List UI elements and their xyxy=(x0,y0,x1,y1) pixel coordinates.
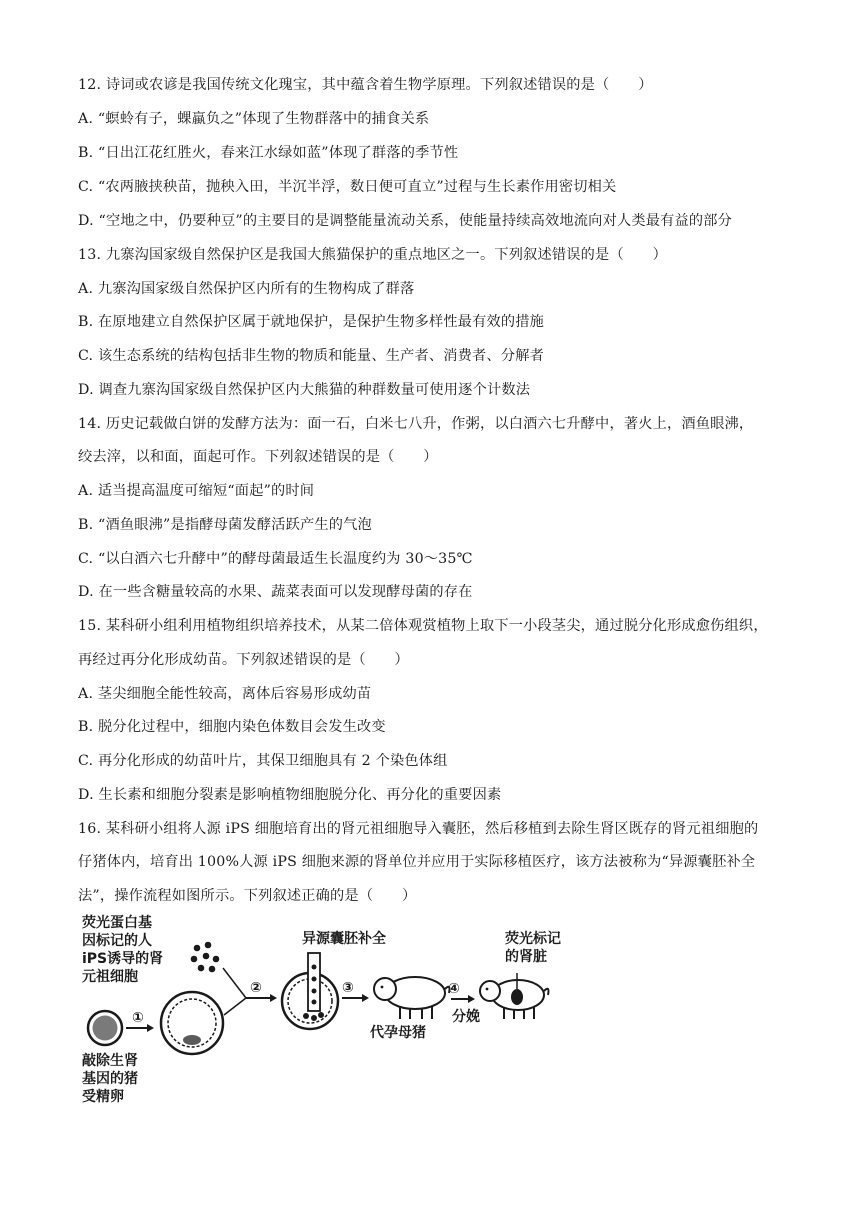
label-complement: 异源囊胚补全 xyxy=(302,931,386,947)
q15-stem-line1: 15. 某科研小组利用植物组织培养技术，从某二倍体观赏植物上取下一小段茎尖，通过脱分化形成愈伤组织， xyxy=(78,618,768,634)
q14-option-c: C. “以白酒六七升酵中”的酵母菌最适生长温度约为 30～35℃ xyxy=(78,551,473,567)
q16-stem-line3: 法”，操作流程如图所示。下列叙述正确的是（ ） xyxy=(78,888,417,904)
step-3-label: ③ xyxy=(342,980,354,996)
label-ips-line1: 荧光蛋白基 xyxy=(82,915,152,931)
q14-option-b: B. “酒鱼眼沸”是指酵母菌发酵活跃产生的气泡 xyxy=(78,517,372,533)
label-egg-line1: 敲除生肾 xyxy=(82,1053,138,1069)
q16-stem-line1: 16. 某科研小组将人源 iPS 细胞培育出的肾元祖细胞导入囊胚，然后移植到去除生肾区既存的肾元祖细胞的 xyxy=(78,821,759,837)
q13-option-b: B. 在原地建立自然保护区属于就地保护，是保护生物多样性最有效的措施 xyxy=(78,314,545,330)
q12-option-a: A. “螟蛉有子，蜾蠃负之”体现了生物群落中的捕食关系 xyxy=(78,111,430,127)
q14-stem-line1: 14. 历史记载做白饼的发酵方法为：面一石，白米七八升，作粥，以白酒六七升酵中，著火上，酒鱼眼沸， xyxy=(78,416,754,432)
surrogate-pig-icon xyxy=(374,977,450,1019)
q15-stem-line2: 再经过再分化形成幼苗。下列叙述错误的是（ ） xyxy=(78,652,409,668)
q12-stem: 12. 诗词或农谚是我国传统文化瑰宝，其中蕴含着生物学原理。下列叙述错误的是（ ） xyxy=(78,77,653,93)
label-egg-line2: 基因的猪 xyxy=(82,1071,138,1087)
q14-option-a: A. 适当提高温度可缩短“面起”的时间 xyxy=(78,483,315,499)
q14-option-d: D. 在一些含糖量较高的水果、蔬菜表面可以发现酵母菌的存在 xyxy=(78,584,473,600)
step-1-label: ① xyxy=(132,1010,144,1026)
q12-option-d: D. “空地之中，仍要种豆”的主要目的是调整能量流动关系，使能量持续高效地流向对人类最有益的部分 xyxy=(78,213,733,229)
q15-option-a: A. 茎尖细胞全能性较高，离体后容易形成幼苗 xyxy=(78,686,372,702)
step-2-label: ② xyxy=(250,980,262,996)
q13-option-a: A. 九寨沟国家级自然保护区内所有的生物构成了群落 xyxy=(78,281,415,297)
q12-option-c: C. “农两腋挟秧苗，抛秧入田，半沉半浮，数日便可直立”过程与生长素作用密切相关 xyxy=(78,179,617,195)
q16-stem-line2: 仔猪体内，培育出 100%人源 iPS 细胞来源的肾单位并应用于实际移植医疗，该方法被称为“异源囊胚补全 xyxy=(78,854,756,870)
label-kidney-line2: 的肾脏 xyxy=(505,949,547,965)
q13-option-d: D. 调查九寨沟国家级自然保护区内大熊猫的种群数量可使用逐个计数法 xyxy=(78,382,531,398)
step-4-label: ④ xyxy=(448,981,460,997)
q15-option-c: C. 再分化形成的幼苗叶片，其保卫细胞具有 2 个染色体组 xyxy=(78,753,448,769)
label-birth: 分娩 xyxy=(452,1009,480,1025)
q13-stem: 13. 九寨沟国家级自然保护区是我国大熊猫保护的重点地区之一。下列叙述错误的是（ ） xyxy=(78,247,667,263)
q12-option-b: B. “日出江花红胜火，春来江水绿如蓝”体现了群落的季节性 xyxy=(78,145,459,161)
q14-stem-line2: 绞去滓，以和面，面起可作。下列叙述错误的是（ ） xyxy=(78,449,438,465)
q13-option-c: C. 该生态系统的结构包括非生物的物质和能量、生产者、消费者、分解者 xyxy=(78,348,544,364)
pig-egg-icon xyxy=(88,1011,122,1045)
ips-cells xyxy=(191,942,220,973)
label-ips-line3: iPS诱导的肾 xyxy=(82,951,164,967)
label-ips-line4: 元祖细胞 xyxy=(82,969,138,985)
process-diagram xyxy=(70,905,570,1115)
label-kidney-line1: 荧光标记 xyxy=(505,931,561,947)
q15-option-b: B. 脱分化过程中，细胞内染色体数目会发生改变 xyxy=(78,719,386,735)
label-ips-line2: 因标记的人 xyxy=(82,933,152,949)
label-egg-line3: 受精卵 xyxy=(82,1089,124,1105)
complemented-blastocyst-icon xyxy=(282,953,338,1029)
label-surrogate: 代孕母猪 xyxy=(370,1025,426,1041)
blastocyst-icon xyxy=(161,992,223,1054)
q15-option-d: D. 生长素和细胞分裂素是影响植物细胞脱分化、再分化的重要因素 xyxy=(78,787,502,803)
